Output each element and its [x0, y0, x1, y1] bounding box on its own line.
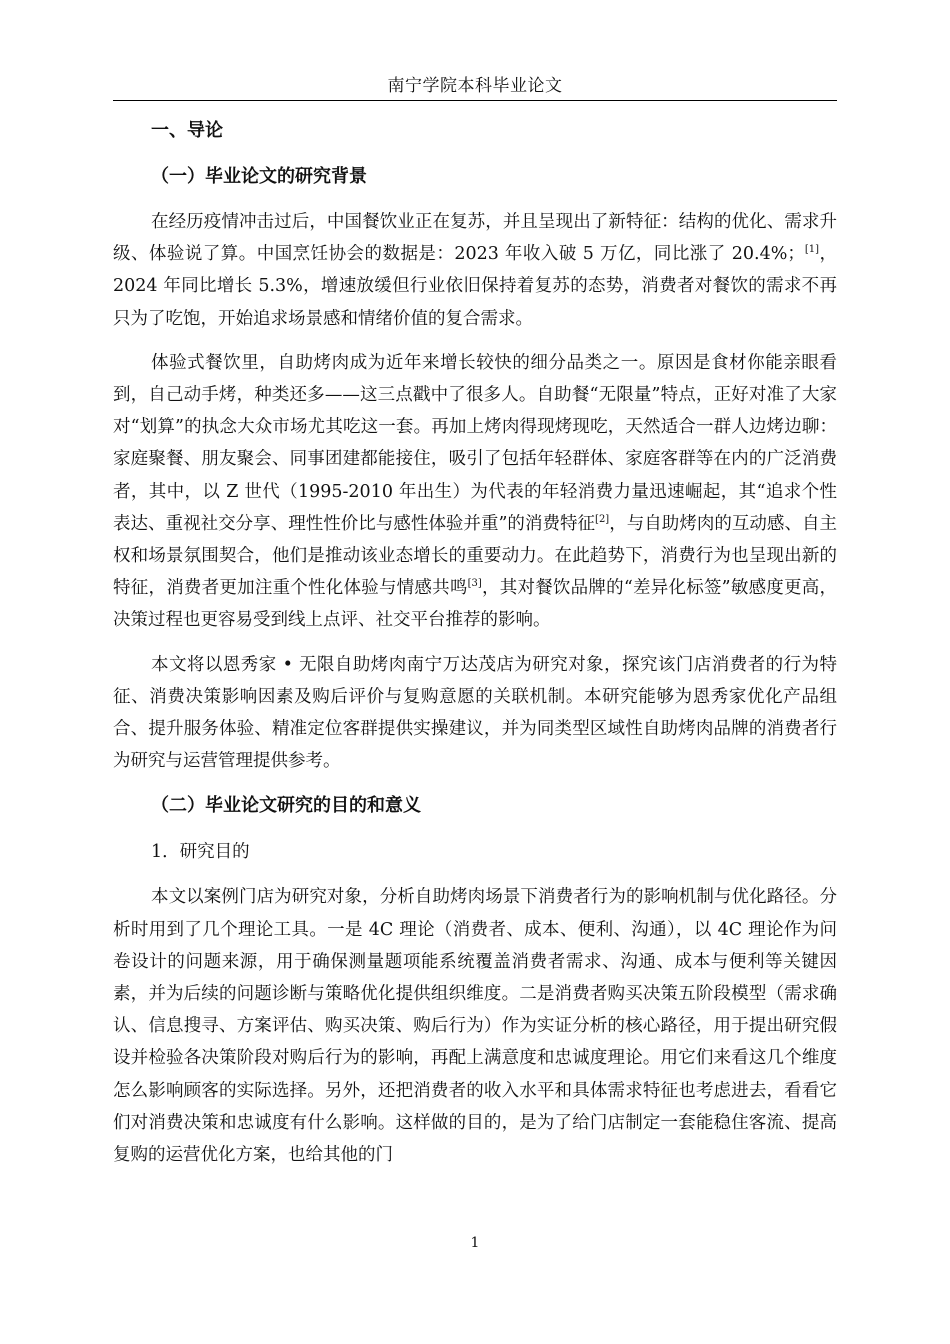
paragraph-text: 体验式餐饮里，自助烤肉成为近年来增长较快的细分品类之一。原因是食材你能亲眼看到，自己动手烤，种类还多——这三点戳中了很多人。自助餐“无限量”特点，正好对准了大家对“划算”的执念大众市场尤其吃这一套。再加上烤肉得现烤现吃，天然适合一群人边烤边聊：家庭聚餐、朋友聚会、同事团建都能接住，吸引了包括年轻群体、家庭客群等在内的广泛消费者，其中，以 Z 世代（1995-2010 年出生）为代表的年轻消费力量迅速崛起，其“追求个性表达、重视社交分享、理性性价比与感性体验并重”的消费特征: [113, 352, 837, 534]
page-number: 1: [470, 1235, 480, 1251]
subsection-heading-background: （一）毕业论文的研究背景: [151, 166, 367, 187]
running-header-title: 南宁学院本科毕业论文: [387, 76, 563, 96]
citation-ref: [3]: [467, 578, 482, 590]
paragraph-text: ，其对餐饮品牌的“差异化标签”敏感度更高，决策过程也更容易受到线上点评、社交平台推荐的影响。: [113, 578, 837, 631]
paragraph-background-3: 本文将以恩秀家 • 无限自助烤肉南宁万达茂店为研究对象，探究该门店消费者的行为特征、消费决策影响因素及购后评价与复购意愿的关联机制。本研究能够为恩秀家优化产品组合、提升服务体验、精准定位客群提供实操建议，并为同类型区域性自助烤肉品牌的消费者行为研究与运营管理提供参考。: [113, 654, 837, 772]
paragraph-text: ，与自助烤肉的互动感、自主权和场景氛围契合，他们是推动该业态增长的重要动力。在此趋势下，消费行为也呈现出新的特征，消费者更加注重个性化体验与情感共鸣: [113, 513, 837, 599]
section-heading: 一、导论: [151, 120, 223, 141]
main-content: [113, 114, 837, 1171]
paragraph-purpose-1: 本文以案例门店为研究对象，分析自助烤肉场景下消费者行为的影响机制与优化路径。分析时用到了几个理论工具。一是 4C 理论（消费者、成本、便利、沟通），以 4C 理论作为问卷设计的问题来源，用于确保测量题项能系统覆盖消费者需求、沟通、成本与便利等关键因素，并为后续的问题诊断与策略优化提供组织维度。二是消费者购买决策五阶段模型（需求确认、信息搜寻、方案评估、购买决策、购后行为）作为实证分析的核心路径，用于提出研究假设并检验各决策阶段对购后行为的影响，再配上满意度和忠诚度理论。用它们来看这几个维度怎么影响顾客的实际选择。另外，还把消费者的收入水平和具体需求特征也考虑进去，看看它们对消费决策和忠诚度有什么影响。这样做的目的，是为了给门店制定一套能稳住客流、提高复购的运营优化方案，也给其他的门: [113, 887, 837, 1166]
citation-ref: [2]: [595, 513, 610, 525]
subsection-heading-purpose: （二）毕业论文研究的目的和意义: [151, 795, 421, 817]
paragraph-text: 在经历疫情冲击过后，中国餐饮业正在复苏，并且呈现出了新特征：结构的优化、需求升级、体验说了算。中国烹饪协会的数据是：2023 年收入破 5 万亿，同比涨了 20.4%；: [113, 212, 837, 265]
header-rule: [113, 100, 837, 101]
paragraph-background-1: [113, 206, 837, 335]
citation-ref: [1]: [804, 244, 820, 256]
item-heading-research-purpose: 1．研究目的: [151, 842, 250, 863]
paragraph-background-2: [113, 347, 837, 637]
paragraph-text: ，2024 年同比增长 5.3%，增速放缓但行业依旧保持着复苏的态势，消费者对餐饮的需求不再只为了吃饱，开始追求场景感和情绪价值的复合需求。: [113, 244, 837, 329]
